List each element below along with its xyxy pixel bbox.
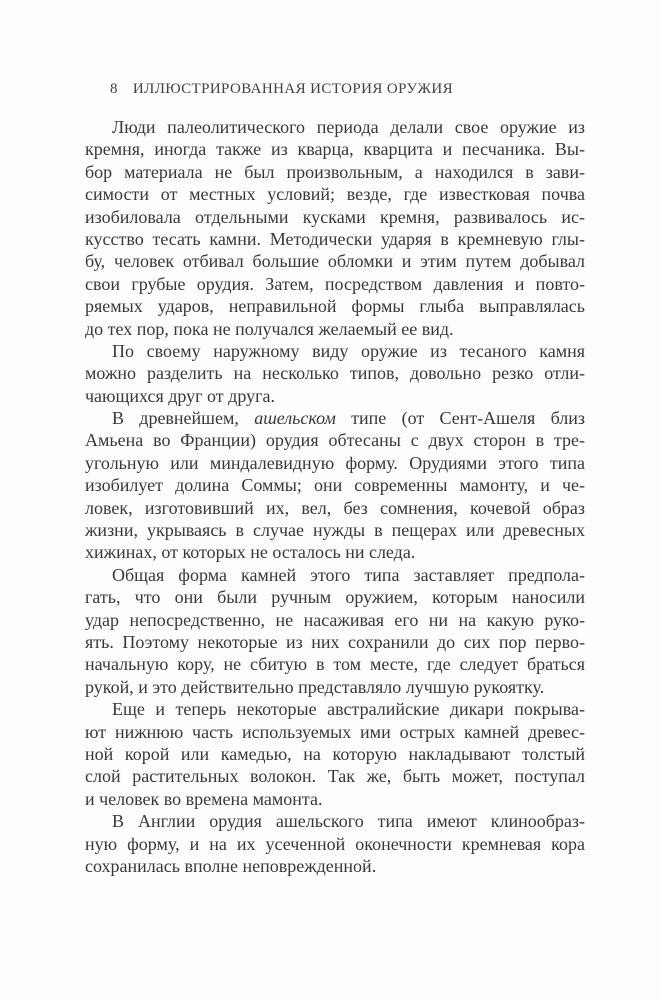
text-line: удар непосредственно, не насаживая его ни на какую руко- xyxy=(85,609,585,630)
text-line: гать, что они были ручным оружием, которым наносили xyxy=(85,587,585,608)
text-line: В древнейшем, ашельском типе (от Сент-Ашеля близ xyxy=(112,408,585,429)
text-line: Амьена во Франции) орудия обтесаны с двух сторон в тре- xyxy=(85,430,585,451)
text-line: бу, человек отбивал большие обломки и этим путем добывал xyxy=(85,251,585,272)
paragraph xyxy=(85,340,585,407)
text-line: В Англии орудия ашельского типа имеют клинообраз- xyxy=(112,811,585,832)
text-line: до тех пор, пока не получался желаемый ее вид. xyxy=(85,318,454,339)
text-line: начальную кору, не сбитую в том месте, где следует браться xyxy=(85,654,585,675)
text-line: свои грубые орудия. Затем, посредством давления и повто- xyxy=(85,273,585,294)
text-line: изобиловала отдельными кусками кремня, развивалось ис- xyxy=(85,206,585,227)
paragraph xyxy=(85,116,585,340)
page-number: 8 xyxy=(110,81,118,97)
paragraph xyxy=(85,810,585,877)
paragraph xyxy=(85,564,585,698)
text-line: изобилует долина Соммы; они современны мамонту, и че- xyxy=(85,475,585,496)
text-line: сохранилась вполне неповрежденной. xyxy=(85,855,377,876)
text-line: ловек, изготовивший их, вел, без сомнения, кочевой образ xyxy=(85,497,585,518)
text-line: симости от местных условий; везде, где известковая почва xyxy=(85,184,585,205)
text-line: Люди палеолитического периода делали свое оружие из xyxy=(112,117,585,137)
text-line: ную форму, и на их усеченной оконечности кремневая кора xyxy=(85,833,585,854)
text-line: жизни, укрываясь в случае нужды в пещерах или древесных xyxy=(85,520,585,541)
running-title: ИЛЛЮСТРИРОВАННАЯ ИСТОРИЯ ОРУЖИЯ xyxy=(132,81,454,97)
text-line: и человек во времена мамонта. xyxy=(85,788,323,809)
text-line: рукой, и это действительно представляло лучшую рукоятку. xyxy=(85,676,545,697)
text-line: кремня, иногда также из кварца, кварцита и песчаника. Вы- xyxy=(85,139,585,160)
text-line: кусство тесать камни. Методически ударяя в кремневую глы- xyxy=(85,228,585,249)
text-line: Общая форма камней этого типа заставляет предпола- xyxy=(112,564,585,585)
text-line: хижинах, от которых не осталось ни следа. xyxy=(85,542,416,563)
page-text xyxy=(85,116,585,877)
paragraph xyxy=(85,698,585,810)
text-line: По своему наружному виду оружие из тесаного камня xyxy=(112,340,585,361)
text-line: угольную или миндалевидную форму. Орудиями этого типа xyxy=(85,452,585,473)
text-line: можно разделить на несколько типов, довольно резко отли- xyxy=(85,363,585,384)
text-line: слой растительных волокон. Так же, быть может, поступал xyxy=(85,766,585,787)
text-line: чающихся друг от друга. xyxy=(85,385,275,406)
text-line: ной корой или камедью, на которую накладывают толстый xyxy=(85,743,585,764)
text-line: ять. Поэтому некоторые из них сохранили до сих пор перво- xyxy=(85,631,585,652)
text-line: ют нижнюю часть используемых ими острых камней древес- xyxy=(85,721,585,742)
text-line: ряемых ударов, неправильной формы глыба выправлялась xyxy=(85,296,585,317)
paragraph xyxy=(85,407,585,564)
text-line: Еще и теперь некоторые австралийские дикари покрыва- xyxy=(112,699,585,720)
text-line: бор материала не был произвольным, а находился в зави- xyxy=(85,161,585,182)
running-header xyxy=(110,81,453,98)
